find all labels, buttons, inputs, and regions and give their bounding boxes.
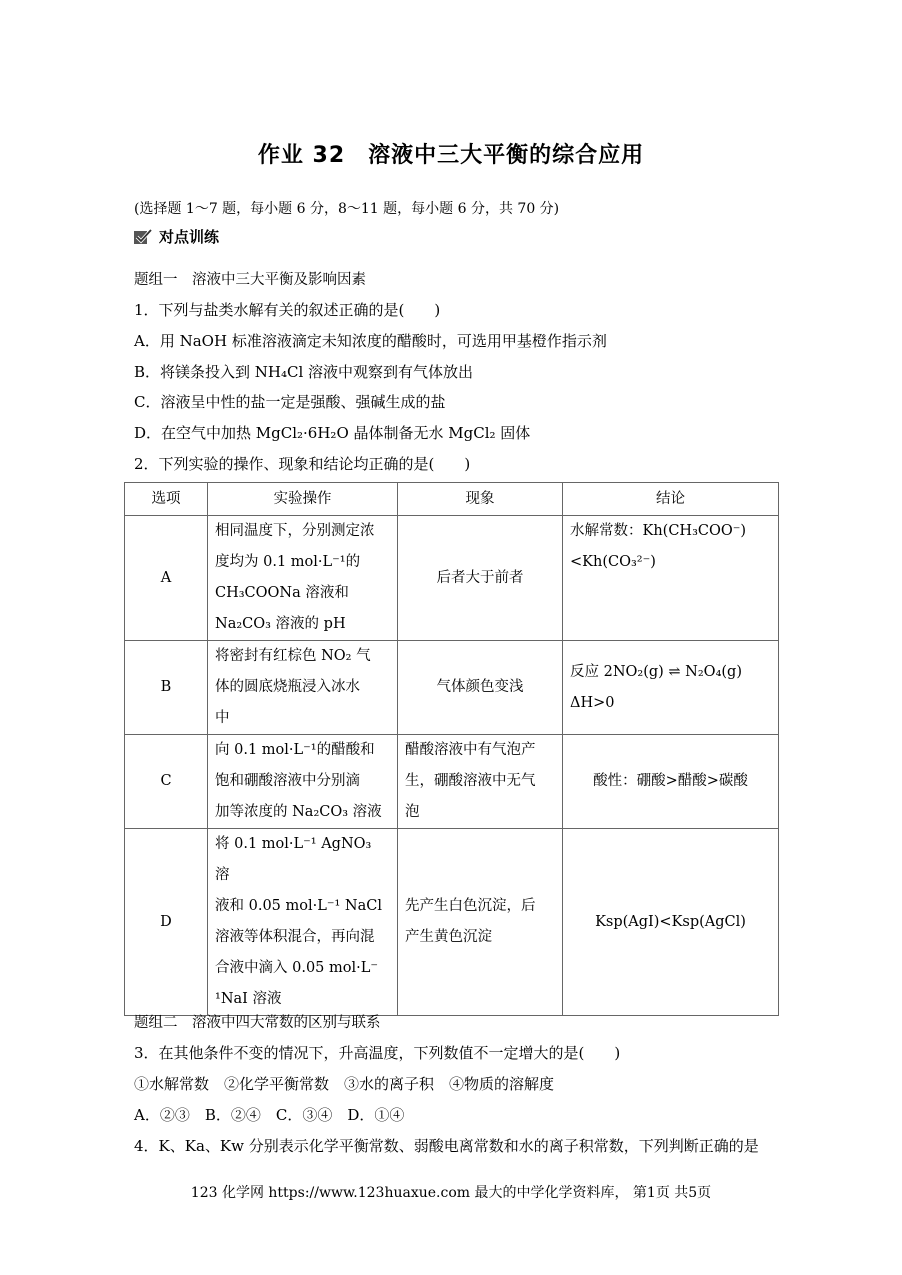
- section-label: 对点训练: [159, 228, 220, 246]
- text-line: 产生黄色沉淀: [405, 929, 492, 945]
- question-3-options: A．②③ B．②④ C．③④ D．①④: [134, 1106, 405, 1124]
- row-operation: [208, 641, 398, 735]
- question-3-stem: 3．在其他条件不变的情况下，升高温度，下列数值不一定增大的是( ): [134, 1044, 621, 1062]
- row-operation: [208, 735, 398, 829]
- row-option: B: [125, 641, 208, 735]
- row-conclusion: [563, 641, 779, 735]
- row-phenomenon: 后者大于前者: [398, 516, 563, 641]
- text-line: 生，硼酸溶液中无气: [405, 773, 536, 789]
- row-operation: [208, 829, 398, 1016]
- text-line: 度均为 0.1 mol·L⁻¹的: [215, 554, 361, 570]
- table-row: [125, 829, 779, 1016]
- page-footer: 123 化学网 https://www.123huaxue.com 最大的中学化学资料库， 第1页 共5页: [190, 1185, 712, 1201]
- text-line: 饱和硼酸溶液中分别滴: [215, 773, 360, 789]
- row-phenomenon: [398, 735, 563, 829]
- text-line: <Kh(CO₃²⁻): [570, 554, 656, 570]
- row-conclusion: [563, 516, 779, 641]
- question-1-option-a: A．用 NaOH 标准溶液滴定未知浓度的醋酸时，可选用甲基橙作指示剂: [134, 332, 607, 350]
- table-row: [125, 735, 779, 829]
- table-row: [125, 641, 779, 735]
- text-line: 先产生白色沉淀，后: [405, 898, 536, 914]
- text-line: 体的圆底烧瓶浸入冰水: [215, 679, 360, 695]
- question-3-items: ①水解常数 ②化学平衡常数 ③水的离子积 ④物质的溶解度: [134, 1075, 555, 1093]
- text-line: 溶液等体积混合，再向混: [215, 929, 375, 945]
- section-header: [133, 226, 219, 247]
- text-line: 水解常数：Kh(CH₃COO⁻): [570, 523, 747, 539]
- table-row: [125, 516, 779, 641]
- question-1-option-c: C．溶液呈中性的盐一定是强酸、强碱生成的盐: [134, 393, 446, 411]
- text-line: 将 0.1 mol·L⁻¹ AgNO₃ 溶: [215, 836, 372, 883]
- text-line: 醋酸溶液中有气泡产: [405, 742, 536, 758]
- text-line: 反应 2NO₂(g) ⇌ N₂O₄(g): [570, 663, 742, 680]
- checkbox-icon: [133, 228, 153, 246]
- text-line: 中: [215, 710, 230, 726]
- text-line: ΔH>0: [570, 694, 615, 711]
- text-line: ¹NaI 溶液: [215, 991, 282, 1007]
- text-line: 液和 0.05 mol·L⁻¹ NaCl: [215, 898, 382, 914]
- question-4-stem: 4．K、Ka、Kw 分别表示化学平衡常数、弱酸电离常数和水的离子积常数，下列判断正确的是: [134, 1137, 759, 1155]
- question-1-option-b: B．将镁条投入到 NH₄Cl 溶液中观察到有气体放出: [134, 363, 474, 381]
- question-1-stem: 1．下列与盐类水解有关的叙述正确的是( ): [134, 301, 441, 319]
- group-heading-1: 题组一 溶液中三大平衡及影响因素: [134, 272, 366, 288]
- header-operation: 实验操作: [208, 483, 398, 516]
- group-heading-2: 题组二 溶液中四大常数的区别与联系: [134, 1015, 381, 1031]
- text-line: 泡: [405, 804, 420, 820]
- row-phenomenon: [398, 829, 563, 1016]
- row-phenomenon: 气体颜色变浅: [398, 641, 563, 735]
- question-2-stem: 2．下列实验的操作、现象和结论均正确的是( ): [134, 455, 471, 473]
- row-operation: [208, 516, 398, 641]
- header-phenomenon: 现象: [398, 483, 563, 516]
- row-option: C: [125, 735, 208, 829]
- score-instructions: (选择题 1～7 题，每小题 6 分，8～11 题，每小题 6 分，共 70 分): [134, 201, 560, 217]
- question-1-option-d: D．在空气中加热 MgCl₂·6H₂O 晶体制备无水 MgCl₂ 固体: [134, 424, 531, 442]
- row-conclusion: Ksp(AgI)<Ksp(AgCl): [563, 829, 779, 1016]
- text-line: 向 0.1 mol·L⁻¹的醋酸和: [215, 742, 375, 758]
- row-conclusion: 酸性：硼酸>醋酸>碳酸: [563, 735, 779, 829]
- row-option: A: [125, 516, 208, 641]
- table-header-row: [125, 483, 779, 516]
- experiment-table: [124, 482, 779, 1016]
- experiment-table-wrapper: [124, 482, 778, 1007]
- text-line: 将密封有红棕色 NO₂ 气: [215, 648, 371, 664]
- row-option: D: [125, 829, 208, 1016]
- header-conclusion: 结论: [563, 483, 779, 516]
- text-line: CH₃COONa 溶液和: [215, 585, 349, 601]
- text-line: Na₂CO₃ 溶液的 pH: [215, 616, 346, 632]
- header-option: 选项: [125, 483, 208, 516]
- page-title: 作业 32 溶液中三大平衡的综合应用: [257, 143, 645, 168]
- text-line: 合液中滴入 0.05 mol·L⁻: [215, 960, 379, 976]
- text-line: 相同温度下，分别测定浓: [215, 523, 375, 539]
- text-line: 加等浓度的 Na₂CO₃ 溶液: [215, 804, 382, 820]
